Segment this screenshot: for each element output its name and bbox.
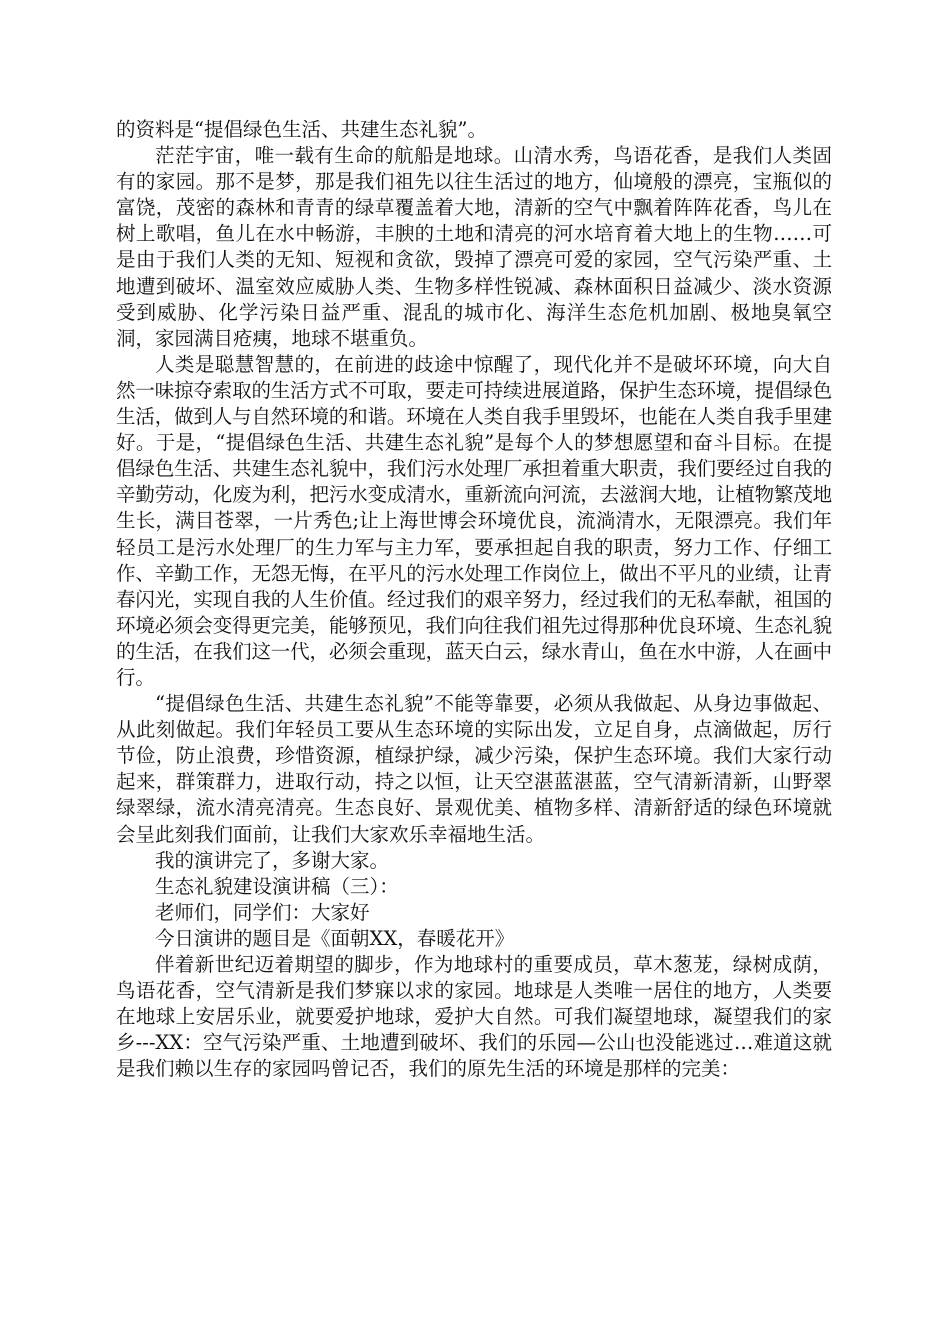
paragraph-new-century: 伴着新世纪迈着期望的脚步，作为地球村的重要成员，草木葱茏，绿树成荫，鸟语花香，空气清新是我们梦寐以求的家园。地球是人类唯一居住的地方，人类要在地球上安居乐业，就要爱护地球，爱护大自然。可我们凝望地球，凝望我们的家乡---XX：空气污染严重、土地遭到破坏、我们的乐园—公山也没能逃过…难道这就是我们赖以生存的家园吗曾记否，我们的原先生活的环境是那样的完美： [116, 953, 832, 1081]
paragraph-intro-tail: 的资料是“提倡绿色生活、共建生态礼貌”。 [116, 118, 487, 141]
paragraph-start-from-me: “提倡绿色生活、共建生态礼貌”不能等靠要，必须从我做起、从身边事做起、从此刻做起。我们年轻员工要从生态环境的实际出发，立足自身，点滴做起，厉行节俭，防止浪费，珍惜资源，植绿护绿，减少污染，保护生态环境。我们大家行动起来，群策群力，进取行动，持之以恒，让天空湛蓝湛蓝，空气清新清新，山野翠绿翠绿，流水清亮清亮。生态良好、景观优美、植物多样、清新舒适的绿色环境就会呈此刻我们面前，让我们大家欢乐幸福地生活。 [116, 692, 832, 846]
document-page [116, 117, 832, 1082]
paragraph-greeting: 老师们，同学们：大家好 [155, 900, 370, 924]
paragraph-speech-topic: 今日演讲的题目是《面朝XX，春暖花开》 [155, 926, 515, 950]
paragraph-speech-three-title: 生态礼貌建设演讲稿（三）： [155, 874, 399, 898]
paragraph-earth-home: 茫茫宇宙，唯一载有生命的航船是地球。山清水秀，鸟语花香，是我们人类固有的家园。那不是梦，那是我们祖先以往生活过的地方，仙境般的漂亮，宝瓶似的富饶，茂密的森林和青青的绿草覆盖着大地，清新的空气中飘着阵阵花香，鸟儿在树上歌唱，鱼儿在水中畅游，丰腴的土地和清亮的河水培育着大地上的生物……可是由于我们人类的无知、短视和贪欲，毁掉了漂亮可爱的家园，空气污染严重、土地遭到破坏、温室效应威胁人类、生物多样性锐减、森林面积日益减少、淡水资源受到威胁、化学污染日益严重、混乱的城市化、海洋生态危机加剧、极地臭氧空洞，家园满目疮痍，地球不堪重负。 [116, 144, 832, 350]
paragraph-closing-thanks: 我的演讲完了，多谢大家。 [155, 848, 390, 872]
paragraph-human-wisdom: 人类是聪慧智慧的，在前进的歧途中惊醒了，现代化并不是破坏环境，向大自然一味掠夺索取的生活方式不可取，要走可持续进展道路，保护生态环境，提倡绿色生活，做到人与自然环境的和谐。环境在人类自我手里毁坏，也能在人类自我手里建好。于是，“提倡绿色生活、共建生态礼貌”是每个人的梦想愿望和奋斗目标。在提倡绿色生活、共建生态礼貌中，我们污水处理厂承担着重大职责，我们要经过自我的辛勤劳动，化废为利，把污水变成清水，重新流向河流，去滋润大地，让植物繁茂地生长，满目苍翠，一片秀色;让上海世博会环境优良，流淌清水，无限漂亮。我们年轻员工是污水处理厂的生力军与主力军，要承担起自我的职责，努力工作、仔细工作、辛勤工作，无怨无悔，在平凡的污水处理工作岗位上，做出不平凡的业绩，让青春闪光，实现自我的人生价值。经过我们的艰辛努力，经过我们的无私奉献，祖国的环境必须会变得更完美，能够预见，我们向往我们祖先过得那种优良环境、生态礼貌的生活，在我们这一代，必须会重现，蓝天白云，绿水青山，鱼在水中游，人在画中行。 [116, 352, 832, 689]
